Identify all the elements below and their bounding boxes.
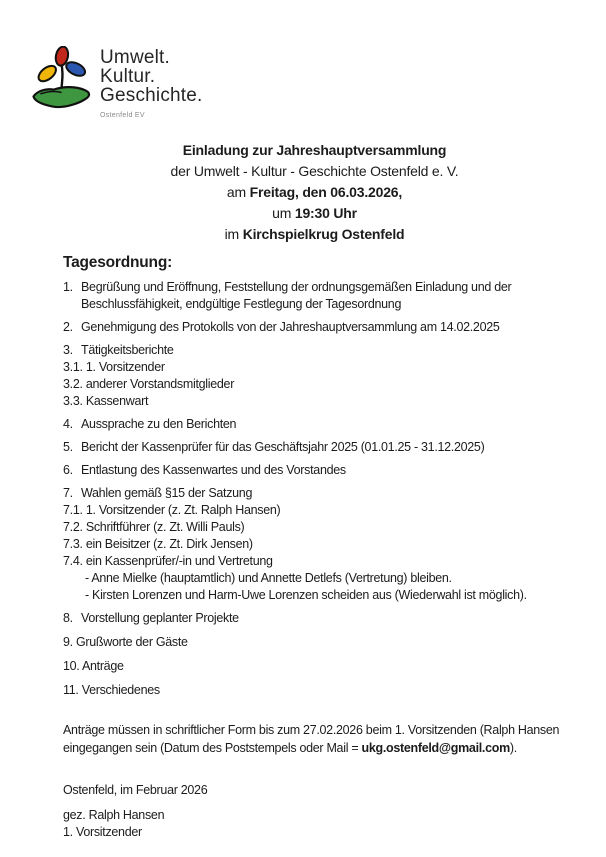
title-time-prefix: um: [272, 205, 295, 221]
agenda-item: 3.3. Kassenwart: [63, 394, 149, 408]
logo-word-geschichte: Geschichte.: [100, 85, 203, 106]
agenda-item: [63, 342, 566, 359]
blue-leaf: [64, 59, 87, 78]
agenda-item: 9. Grußworte der Gäste: [63, 635, 188, 649]
logo: [28, 46, 566, 124]
agenda-item-number: 8.: [63, 611, 73, 625]
closing-signature: gez. Ralph Hansen: [63, 808, 165, 822]
agenda-item: [63, 319, 566, 336]
agenda-item: [63, 416, 566, 433]
green-hand: [34, 87, 90, 107]
agenda-heading: Tagesordnung:: [63, 254, 173, 271]
title-line-2: der Umwelt - Kultur - Geschichte Ostenfeld e. V.: [170, 163, 459, 179]
yellow-leaf: [36, 63, 59, 84]
agenda-item-number: 5.: [63, 440, 73, 454]
agenda-item-text: Entlastung des Kassenwartes und des Vorstandes: [81, 463, 346, 477]
closing-place-date: Ostenfeld, im Februar 2026: [63, 783, 208, 797]
agenda-item: [63, 610, 566, 627]
agenda-item-number: 6.: [63, 463, 73, 477]
plant-in-hand-logo-icon: [28, 46, 94, 114]
title-line-1: [63, 140, 566, 161]
agenda-item-text: Vorstellung geplanter Projekte: [81, 611, 239, 625]
title-place: Kirchspielkrug Ostenfeld: [242, 226, 405, 242]
agenda-item: [63, 439, 566, 456]
agenda-item-text: Bericht der Kassenprüfer für das Geschäftsjahr 2025 (01.01.25 - 31.12.2025): [81, 440, 485, 454]
title-line-5: [63, 224, 566, 245]
agenda-item: [63, 279, 566, 313]
agenda-item-number: 2.: [63, 320, 73, 334]
title-line-4: [63, 203, 566, 224]
agenda-item-text: Tätigkeitsberichte: [81, 343, 174, 357]
submission-email: ukg.ostenfeld@gmail.com: [361, 741, 510, 755]
agenda-item: [63, 485, 566, 502]
agenda-item: 10. Anträge: [63, 659, 124, 673]
logo-word-kultur: Kultur.: [100, 66, 156, 87]
agenda-item: 7.4. ein Kassenprüfer/-in und Vertretung: [63, 554, 273, 568]
title-time: 19:30 Uhr: [294, 205, 357, 221]
title-date: Freitag, den 06.03.2026,: [249, 184, 403, 200]
title-date-prefix: am: [226, 184, 250, 200]
agenda-item: - Anne Mielke (hauptamtlich) und Annette Detlefs (Vertretung) bleiben.: [85, 571, 452, 585]
agenda-item-number: 7.: [63, 486, 73, 500]
title-main: Einladung zur Jahreshauptversammlung: [182, 142, 447, 158]
agenda-item: 3.1. 1. Vorsitzender: [63, 360, 165, 374]
agenda-item: 7.1. 1. Vorsitzender (z. Zt. Ralph Hansen): [63, 503, 281, 517]
agenda-item: 11. Verschiedenes: [63, 683, 160, 697]
submission-note-line2: eingegangen sein (Datum des Poststempels oder Mail =: [63, 741, 362, 755]
closing-role: 1. Vorsitzender: [63, 825, 142, 839]
agenda-item-text: Genehmigung des Protokolls von der Jahreshauptversammlung am 14.02.2025: [81, 320, 500, 334]
logo-subtitle: Ostenfeld EV: [100, 112, 145, 119]
agenda-item: - Kirsten Lorenzen und Harm-Uwe Lorenzen scheiden aus (Wiederwahl ist möglich).: [85, 588, 527, 602]
agenda-item-number: 3.: [63, 343, 73, 357]
agenda-item: 7.3. ein Beisitzer (z. Zt. Dirk Jensen): [63, 537, 253, 551]
agenda-item: [63, 462, 566, 479]
agenda-item: 3.2. anderer Vorstandsmitglieder: [63, 377, 235, 391]
agenda-list: [63, 279, 566, 699]
agenda-item-text: Begrüßung und Eröffnung, Feststellung der ordnungsgemäßen Einladung und der Beschlussfähigkeit, endgültige Festlegung der Tagesordnung: [81, 280, 512, 311]
agenda-item: 7.2. Schriftführer (z. Zt. Willi Pauls): [63, 520, 245, 534]
submission-note: [63, 721, 586, 757]
submission-note-suffix: ).: [509, 741, 517, 755]
agenda-item-text: Wahlen gemäß §15 der Satzung: [81, 486, 253, 500]
agenda-item-text: Aussprache zu den Berichten: [81, 417, 237, 431]
invitation-title-block: [63, 140, 566, 245]
logo-word-umwelt: Umwelt.: [100, 47, 171, 68]
title-place-prefix: im: [224, 226, 243, 242]
agenda-item-number: 4.: [63, 417, 73, 431]
submission-note-line1: Anträge müssen in schriftlicher Form bis zum 27.02.2026 beim 1. Vorsitzenden (Ralph Hansen: [63, 723, 560, 737]
agenda-item-number: 1.: [63, 280, 73, 294]
title-line-3: [63, 182, 566, 203]
logo-wordmark: [100, 48, 203, 124]
